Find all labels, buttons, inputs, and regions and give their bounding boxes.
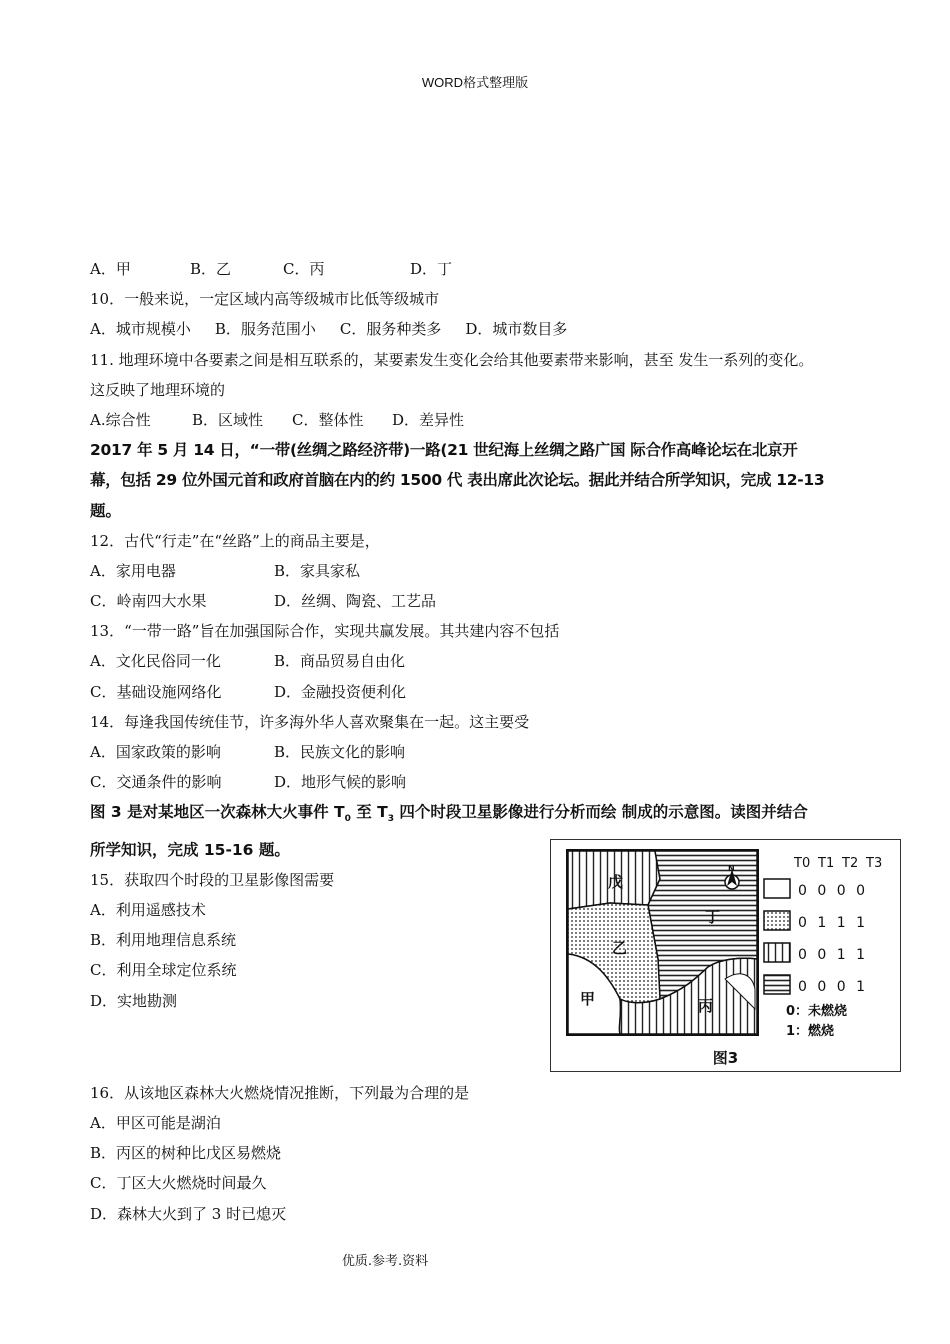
q9-options [90, 254, 890, 284]
q10-stem: 10．一般来说，一定区域内高等级城市比低等级城市 [90, 290, 440, 309]
option: A．家用电器 [90, 561, 176, 580]
region-label-jia: 甲 [580, 990, 596, 1008]
option: B．丙区的树种比戊区易燃烧 [90, 1144, 282, 1163]
q10-options [90, 314, 890, 344]
option: C．整体性 [292, 410, 364, 429]
legend-swatch-blank [764, 879, 790, 898]
passage-2-part2: 至 T [350, 803, 388, 822]
option: B．利用地理信息系统 [90, 931, 237, 950]
option: C．基础设施网络化 [90, 682, 222, 701]
option: A．国家政策的影响 [90, 743, 221, 762]
page-footer: 优质.参考.资料 [341, 1254, 429, 1269]
q14-options-row2 [90, 767, 890, 797]
option: D．金融投资便利化 [274, 682, 407, 701]
period-label: T1 [818, 856, 835, 871]
figure-3-graphic [550, 839, 901, 1072]
subscript: 0 [344, 814, 351, 825]
option: B．区域性 [192, 410, 264, 429]
north-label: N [728, 864, 735, 873]
option: A．文化民俗同一化 [90, 652, 221, 671]
option: D．实地勘测 [90, 991, 178, 1010]
q12-options-row1 [90, 556, 890, 586]
q11-stem-line1: 11. 地理环境中各要素之间是相互联系的，某要素发生变化会给其他要素带来影响，甚至 发生一系列的变化。 [90, 350, 814, 369]
period-label: T0 [794, 856, 811, 871]
passage-2-part1: 图 3 是对某地区一次森林大火事件 T [90, 803, 345, 822]
legend-values: 0 0 0 1 [798, 979, 865, 995]
option: C．服务种类多 [339, 320, 442, 339]
document-body [90, 254, 890, 1229]
region-label-wu: 戊 [608, 873, 624, 891]
option: D．地形气候的影响 [274, 773, 407, 792]
option: A．甲 [90, 260, 131, 278]
region-label-yi: 乙 [612, 939, 628, 957]
legend-note-1: 1：燃烧 [786, 1024, 835, 1039]
option: A．城市规模小 [90, 320, 191, 339]
option: C．利用全球定位系统 [90, 961, 237, 980]
passage-2-part3: 四个时段卫星影像进行分析而绘 制成的示意图。读图并结合 [393, 803, 808, 822]
legend-swatch-vertical [764, 943, 790, 962]
subscript: 3 [387, 814, 394, 825]
option: B．服务范围小 [214, 320, 316, 339]
q14-options-row1 [90, 737, 890, 767]
q13-options-row2 [90, 677, 890, 707]
legend-values: 0 1 1 1 [798, 915, 865, 931]
option: C．丙 [283, 260, 325, 278]
option: A．利用遥感技术 [90, 901, 206, 920]
passage-1 [90, 435, 890, 526]
region-label-ding: 丁 [705, 908, 721, 926]
option: D．丝绸、陶瓷、工艺品 [274, 592, 437, 611]
q16-stem: 16．从该地区森林大火燃烧情况推断，下列最为合理的是 [90, 1083, 470, 1102]
option: A.综合性 [90, 410, 151, 429]
option: C．交通条件的影响 [90, 773, 222, 792]
option: C．丁区大火燃烧时间最久 [90, 1174, 267, 1193]
figure-3 [550, 839, 901, 1072]
option: D．森林大火到了 3 时已熄灭 [90, 1204, 287, 1223]
legend-values: 0 0 1 1 [798, 947, 865, 963]
passage-2-line2: 所学知识，完成 15-16 题。 [90, 840, 290, 859]
option: B．民族文化的影响 [274, 743, 406, 762]
option: B．商品贸易自由化 [274, 652, 406, 671]
legend-swatch-dots [764, 911, 790, 930]
q11-options [90, 405, 890, 435]
option: B．家具家私 [274, 561, 361, 580]
q12-stem: 12．古代“行走”在“丝路”上的商品主要是， [90, 531, 380, 550]
option: B．乙 [190, 260, 232, 278]
q11-stem-line2: 这反映了地理环境的 [90, 380, 226, 399]
option: D．差异性 [392, 410, 465, 429]
option: C．岭南四大水果 [90, 592, 207, 611]
q13-stem: 13．“一带一路”旨在加强国际合作，实现共赢发展。其共建内容不包括 [90, 622, 560, 641]
legend-note-0: 0：未燃烧 [786, 1004, 848, 1019]
figure-caption: 图3 [712, 1049, 739, 1067]
option: D．城市数目多 [465, 320, 568, 339]
q13-options-row1 [90, 646, 890, 676]
passage-1-line2: 幕，包括 29 位外国元首和政府首脑在内的约 1500 代 表出席此次论坛。据此并结合所学知识，完成 12-13 [90, 471, 825, 490]
period-label: T3 [866, 856, 883, 871]
page-header: WORD格式整理版 [421, 75, 529, 90]
option: D．丁 [410, 260, 453, 278]
option: A．甲区可能是湖泊 [90, 1114, 221, 1133]
period-label: T2 [842, 856, 859, 871]
passage-1-line1: 2017 年 5 月 14 日，“一带(丝绸之路经济带)一路(21 世纪海上丝绸之路广国 际合作高峰论坛在北京开 [90, 441, 798, 460]
q15-stem: 15．获取四个时段的卫星影像图需要 [90, 870, 335, 889]
q14-stem: 14．每逢我国传统佳节，许多海外华人喜欢聚集在一起。这主要受 [90, 712, 530, 731]
region-label-bing: 丙 [698, 997, 714, 1015]
passage-1-line3: 题。 [90, 501, 122, 520]
passage-2-line1 [90, 797, 890, 834]
q12-options-row2 [90, 586, 890, 616]
legend-values: 0 0 0 0 [798, 883, 865, 899]
legend-swatch-horizontal [764, 975, 790, 994]
